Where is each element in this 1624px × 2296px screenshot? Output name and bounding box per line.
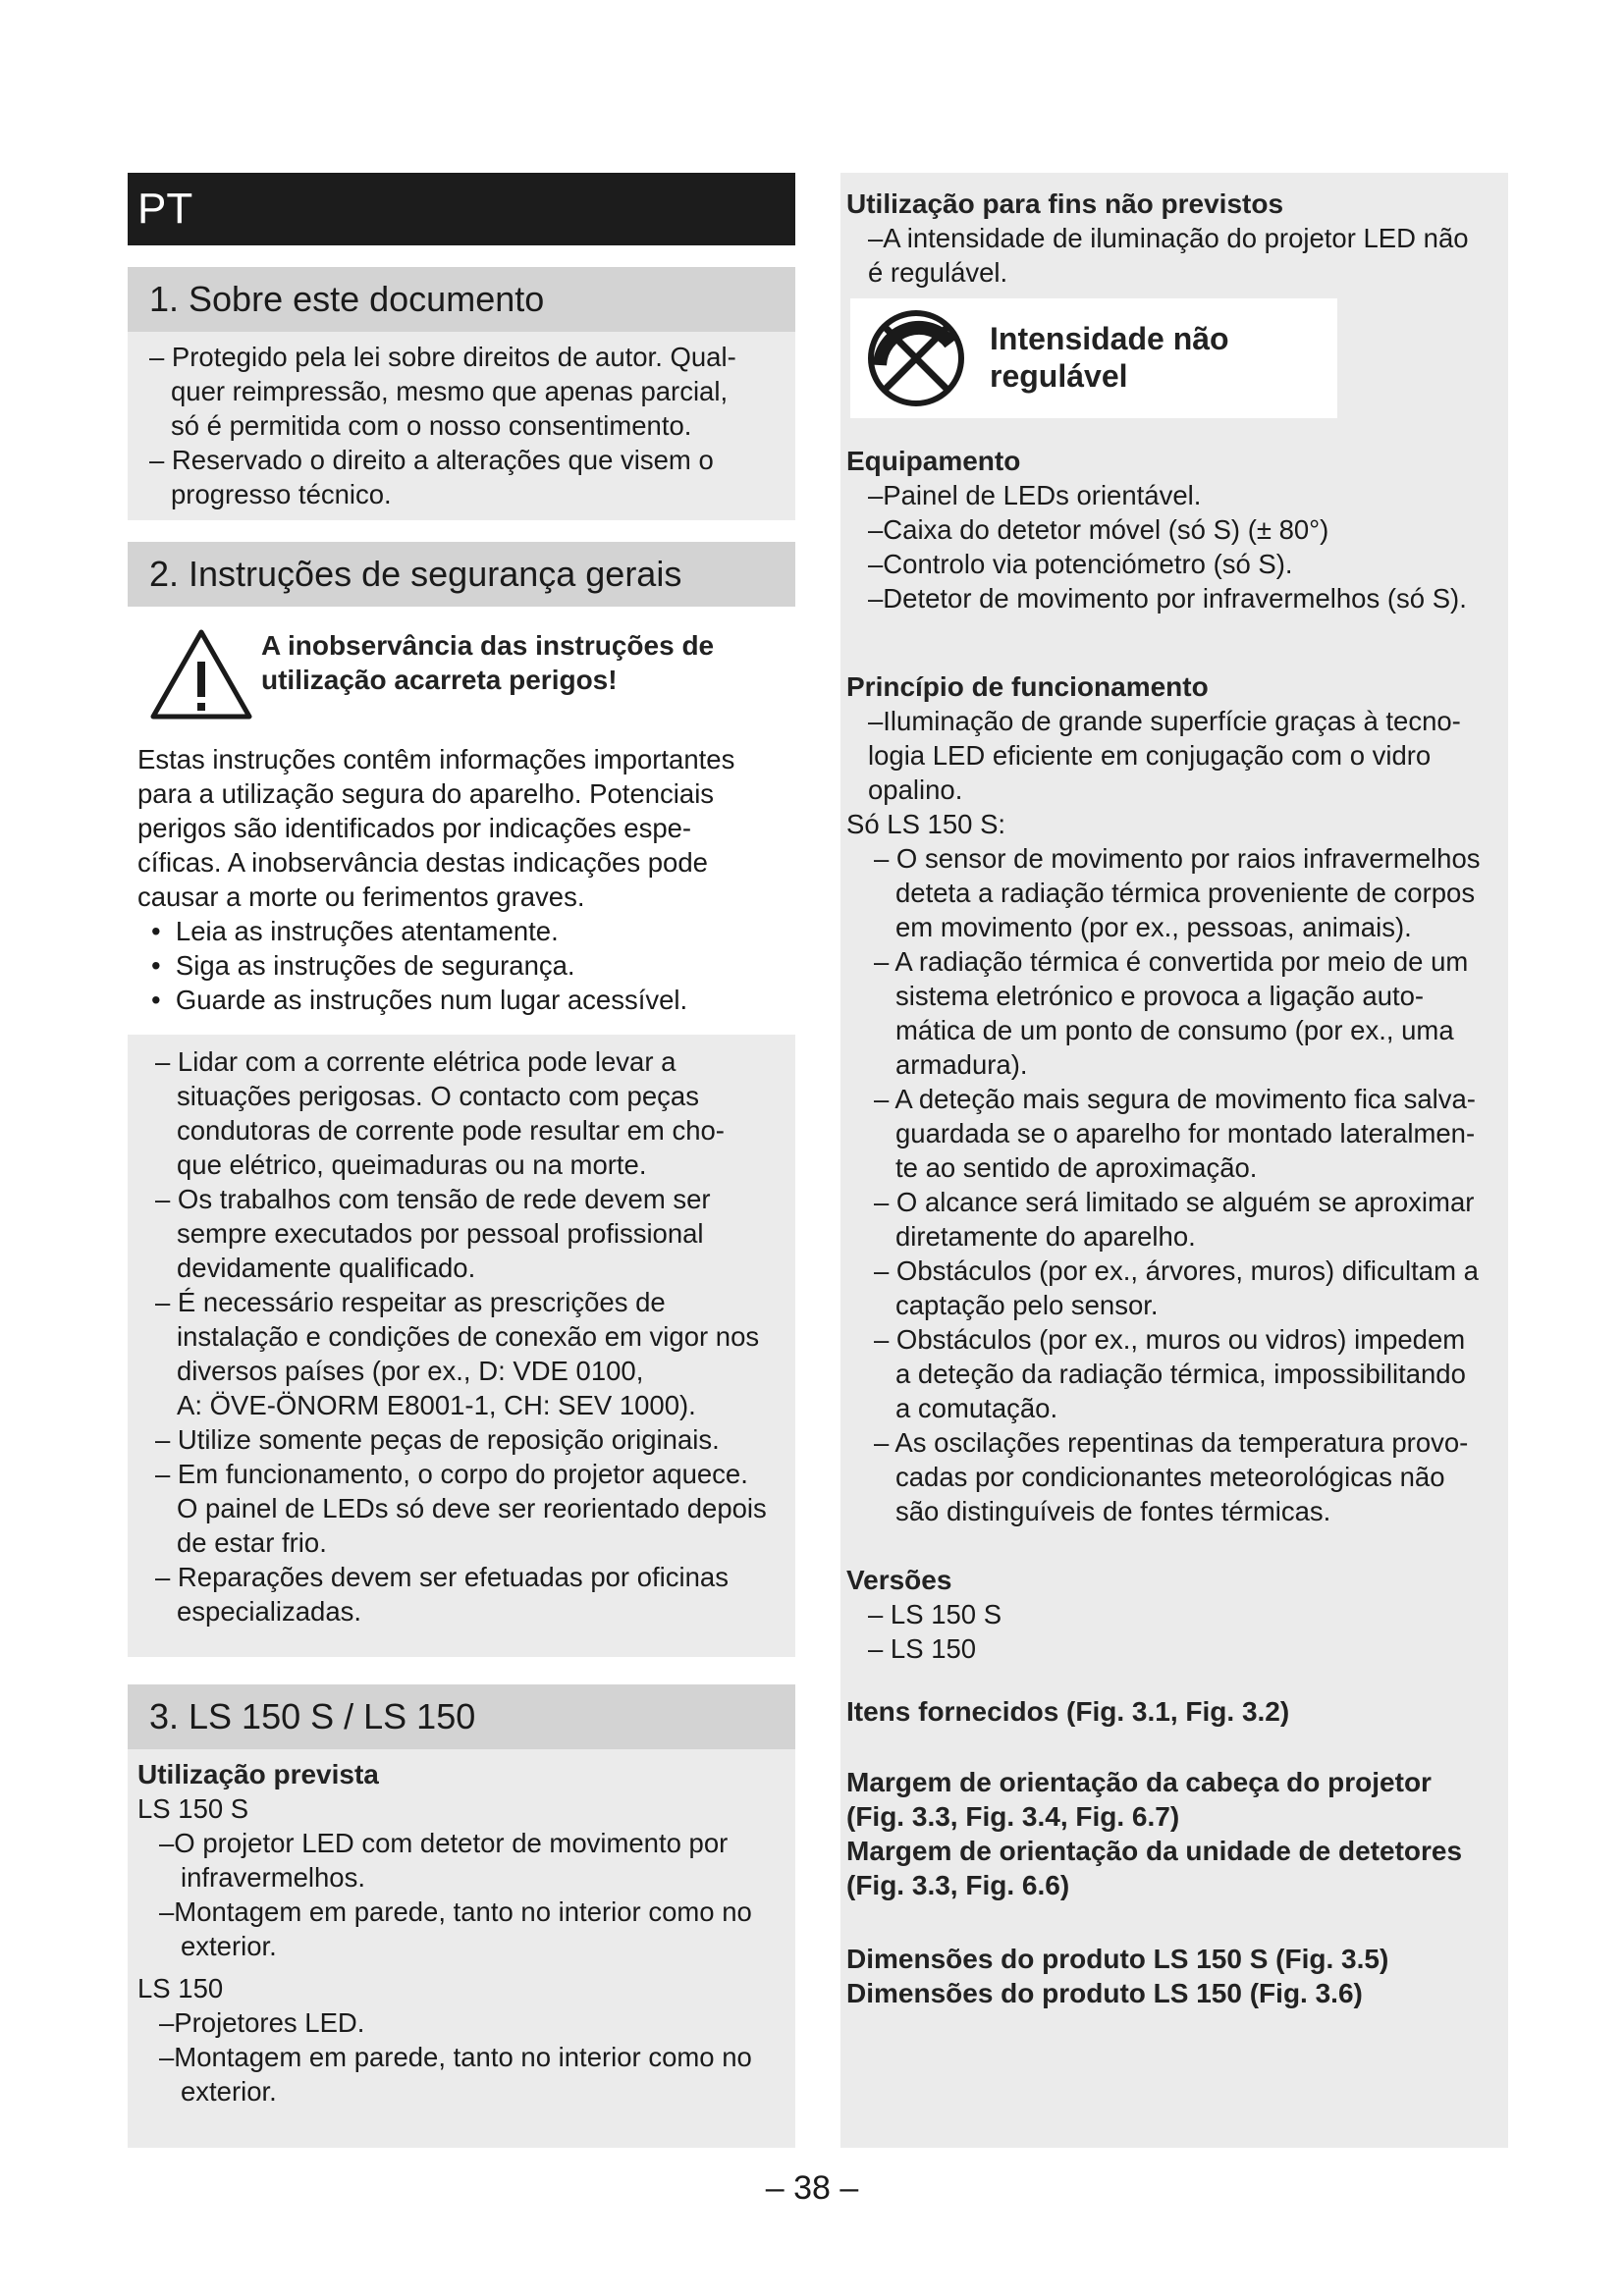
list-item: – LS 150 — [868, 1633, 977, 1664]
dimensions-block — [846, 1942, 1504, 2010]
misuse-title: Utilização para fins não previstos — [846, 188, 1284, 219]
list-item: – Obstáculos (por ex., muros ou vidros) impedem a deteção da radiação térmica, impossibilitando a comutação. — [874, 1324, 1466, 1423]
principle-block — [846, 669, 1504, 1528]
intended-use-title: Utilização prevista — [137, 1759, 379, 1789]
equipment-block — [846, 444, 1504, 615]
list-item: – LS 150 S — [868, 1599, 1002, 1629]
page-number: – 38 – — [765, 2169, 859, 2207]
safety-intro: Estas instruções contêm informações importantes para a utilização segura do aparelho. Potenciais perigos são identificados por indicações espe- cíficas. A inobservância destas indicações pode causar a morte ou ferimentos graves. • Leia as instruções atentamente. • Siga as instruções de segurança. • Guarde as instruções num lugar acessível. — [128, 742, 795, 1017]
list-item: – Reservado o direito a alterações que visem o progresso técnico. — [149, 445, 714, 509]
list-item: – A deteção mais segura de movimento fica salva- guardada se o aparelho for montado lateralmen- te ao sentido de aproximação. — [874, 1084, 1476, 1183]
section-3-body — [128, 1749, 795, 2148]
list-item: – Lidar com a corrente elétrica pode levar a situações perigosas. O contacto com peças condutoras de corrente pode resultar em cho- que elétrico, queimaduras ou na morte. — [155, 1046, 725, 1180]
safety-list — [128, 1035, 795, 1657]
no-dimming-icon — [862, 304, 970, 412]
list-item: –Projetores LED. — [159, 2007, 365, 2038]
model-label: LS 150 — [137, 1973, 224, 2003]
list-item: • Guarde as instruções num lugar acessível. — [151, 985, 688, 1015]
supplied-items-title: Itens fornecidos (Fig. 3.1, Fig. 3.2) — [846, 1696, 1290, 1727]
supplied-items — [846, 1694, 1504, 1729]
list-item: – As oscilações repentinas da temperatura provo- cadas por condicionantes meteorológicas não são distinguíveis de fontes térmicas. — [874, 1427, 1469, 1526]
principle-title: Princípio de funcionamento — [846, 671, 1209, 702]
section-2-heading: 2. Instruções de segurança gerais — [128, 542, 795, 607]
list-item: – Obstáculos (por ex., árvores, muros) dificultam a captação pelo sensor. — [874, 1255, 1479, 1320]
list-item: – Os trabalhos com tensão de rede devem ser sempre executados por pessoal profissional devidamente qualificado. — [155, 1184, 711, 1283]
section-1-heading: 1. Sobre este documento — [128, 267, 795, 332]
list-item: –Caixa do detetor móvel (só S) (± 80°) — [868, 514, 1329, 545]
list-item: • Leia as instruções atentamente. — [151, 916, 559, 946]
warning-icon — [147, 626, 255, 724]
equipment-title: Equipamento — [846, 446, 1021, 476]
list-item: –Painel de LEDs orientável. — [868, 480, 1202, 510]
list-item: – Protegido pela lei sobre direitos de autor. Qual- quer reimpressão, mesmo que apenas parcial, só é permitida com o nosso consentimento. — [149, 342, 736, 441]
list-item: – O alcance será limitado se alguém se aproximar diretamente do aparelho. — [874, 1187, 1475, 1252]
list-item: –Montagem em parede, tanto no interior como no exterior. — [159, 2042, 752, 2107]
detector-range-title: Margem de orientação da unidade de detetores (Fig. 3.3, Fig. 6.6) — [846, 1836, 1463, 1900]
section-3-heading: 3. LS 150 S / LS 150 — [128, 1684, 795, 1749]
warning-text: A inobservância das instruções de utilização acarreta perigos! — [261, 630, 715, 695]
list-item: – É necessário respeitar as prescrições de instalação e condições de conexão em vigor nos diversos países (por ex., D: VDE 0100, A: ÖVE-ÖNORM E8001-1, CH: SEV 1000). — [155, 1287, 760, 1420]
list-item: –Detetor de movimento por infravermelhos (só S). — [868, 583, 1467, 614]
list-item: – Em funcionamento, o corpo do projetor aquece. O painel de LEDs só deve ser reorientado depois de estar frio. — [155, 1459, 767, 1558]
dimensions-s-title: Dimensões do produto LS 150 S (Fig. 3.5) — [846, 1944, 1389, 1974]
misuse-block — [846, 187, 1504, 290]
language-label: PT — [128, 173, 795, 245]
list-item: – O sensor de movimento por raios infravermelhos deteta a radiação térmica proveniente de corpos em movimento (por ex., pessoas, animais). — [874, 843, 1481, 942]
section-1-body — [128, 332, 795, 520]
model-label: LS 150 S — [137, 1793, 249, 1824]
principle-text: –Iluminação de grande superfície graças à tecno- logia LED eficiente em conjugação com o vidro opalino. — [868, 706, 1461, 805]
list-item: –O projetor LED com detetor de movimento por infravermelhos. — [159, 1828, 729, 1893]
list-item: – Utilize somente peças de reposição originais. — [155, 1424, 720, 1455]
list-item: • Siga as instruções de segurança. — [151, 950, 575, 981]
list-item: –Montagem em parede, tanto no interior como no exterior. — [159, 1896, 752, 1961]
list-item: –Controlo via potenciómetro (só S). — [868, 549, 1293, 579]
list-item: – Reparações devem ser efetuadas por oficinas especializadas. — [155, 1562, 729, 1627]
warning-box — [128, 626, 795, 721]
not-dimmable-notice — [850, 298, 1337, 418]
head-range-title: Margem de orientação da cabeça do projetor (Fig. 3.3, Fig. 3.4, Fig. 6.7) — [846, 1767, 1432, 1832]
dimensions-title: Dimensões do produto LS 150 (Fig. 3.6) — [846, 1978, 1363, 2008]
list-item: – A radiação térmica é convertida por meio de um sistema eletrónico e provoca a ligação auto- mática de um ponto de consumo (por ex., uma armadura). — [874, 946, 1469, 1080]
versions-block — [846, 1563, 1504, 1666]
misuse-text: –A intensidade de iluminação do projetor LED não é regulável. — [868, 223, 1469, 288]
orientation-block — [846, 1765, 1504, 1902]
versions-title: Versões — [846, 1565, 952, 1595]
only-s-label: Só LS 150 S: — [846, 809, 1006, 839]
not-dimmable-label: Intensidade não regulável — [990, 321, 1229, 394]
